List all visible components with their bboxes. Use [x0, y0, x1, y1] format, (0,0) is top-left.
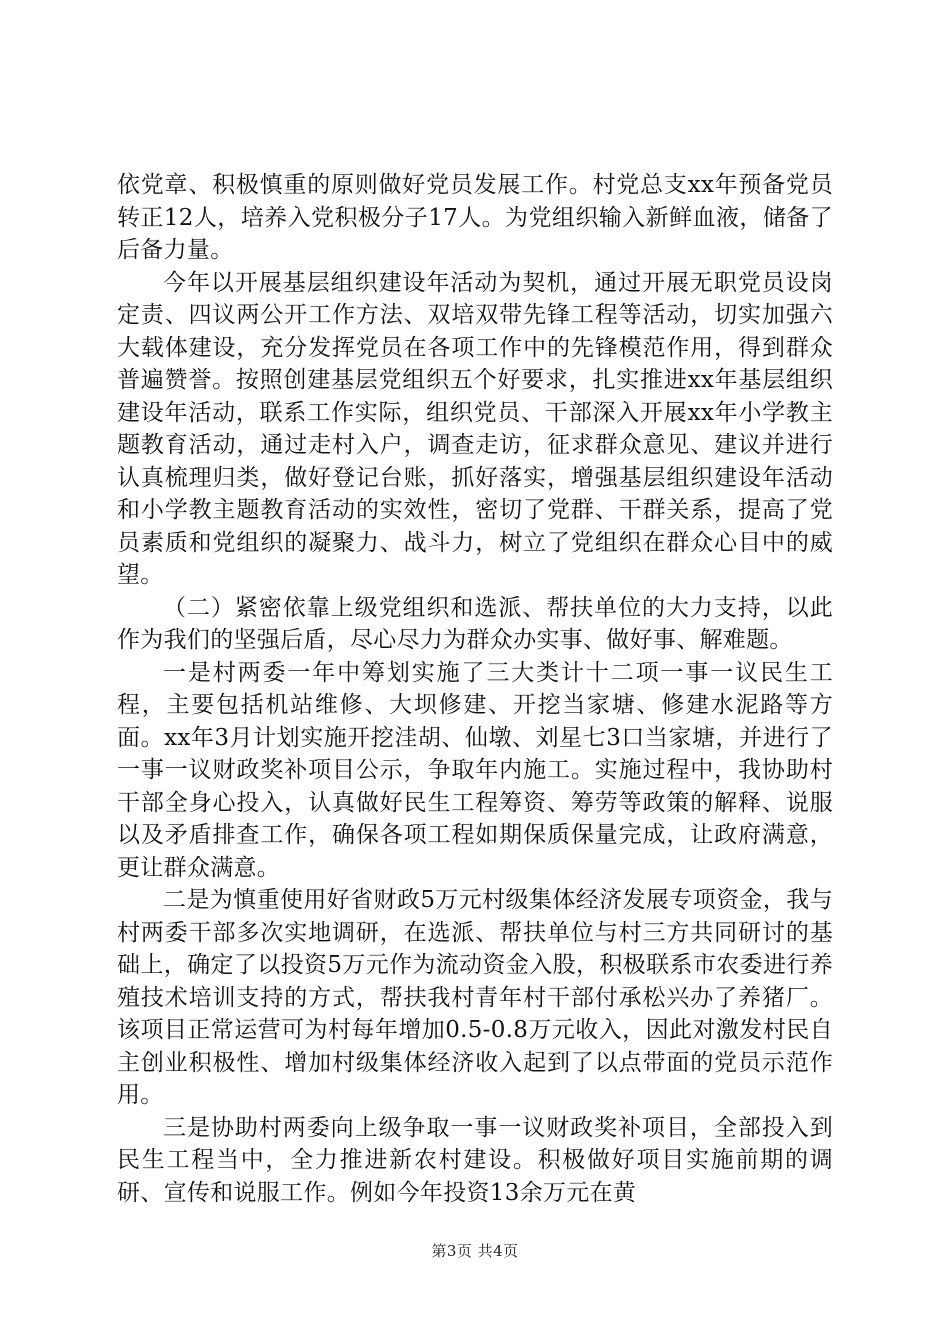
paragraph: 依党章、积极慎重的原则做好党员发展工作。村党总支xx年预备党员转正12人，培养入党积极分子17人。为党组织输入新鲜血液，储备了后备力量。 [117, 172, 833, 263]
paragraph: （二）紧密依靠上级党组织和选派、帮扶单位的大力支持，以此作为我们的坚强后盾，尽心尽力为群众办实事、做好事、解难题。 [117, 594, 833, 653]
page-footer [0, 1240, 950, 1261]
page-number-label: 第3页 共4页 [431, 1242, 519, 1260]
paragraph: 二是为慎重使用好省财政5万元村级集体经济发展专项资金，我与村两委干部多次实地调研，在选派、帮扶单位与村三方共同研讨的基础上，确定了以投资5万元作为流动资金入股，积极联系市农委进行养殖技术培训支持的方式，帮扶我村青年村干部付承松兴办了养猪厂。该项目正常运营可为村每年增加0.5-0.8万元收入，因此对激发村民自主创业积极性、增加村级集体经济收入起到了以点带面的党员示范作用。 [117, 887, 833, 1108]
paragraph: 今年以开展基层组织建设年活动为契机，通过开展无职党员设岗定责、四议两公开工作方法、双培双带先锋工程等活动，切实加强六大载体建设，充分发挥党员在各项工作中的先锋模范作用，得到群众普遍赞誉。按照创建基层党组织五个好要求，扎实推进xx年基层组织建设年活动，联系工作实际，组织党员、干部深入开展xx年小学教主题教育活动，通过走村入户，调查走访，征求群众意见、建议并进行认真梳理归类，做好登记台账，抓好落实，增强基层组织建设年活动和小学教主题教育活动的实效性，密切了党群、干群关系，提高了党员素质和党组织的凝聚力、战斗力，树立了党组织在群众心目中的威望。 [117, 269, 833, 588]
paragraph: 一是村两委一年中筹划实施了三大类计十二项一事一议民生工程，主要包括机站维修、大坝修建、开挖当家塘、修建水泥路等方面。xx年3月计划实施开挖洼胡、仙墩、刘星七3口当家塘，并进行了一事一议财政奖补项目公示，争取年内施工。实施过程中，我协助村干部全身心投入，认真做好民生工程筹资、筹劳等政策的解释、说服以及矛盾排查工作，确保各项工程如期保质保量完成，让政府满意，更让群众满意。 [117, 659, 833, 881]
paragraph: 三是协助村两委向上级争取一事一议财政奖补项目，全部投入到民生工程当中，全力推进新农村建设。积极做好项目实施前期的调研、宣传和说服工作。例如今年投资13余万元在黄 [117, 1114, 833, 1206]
document-body [117, 169, 833, 1209]
